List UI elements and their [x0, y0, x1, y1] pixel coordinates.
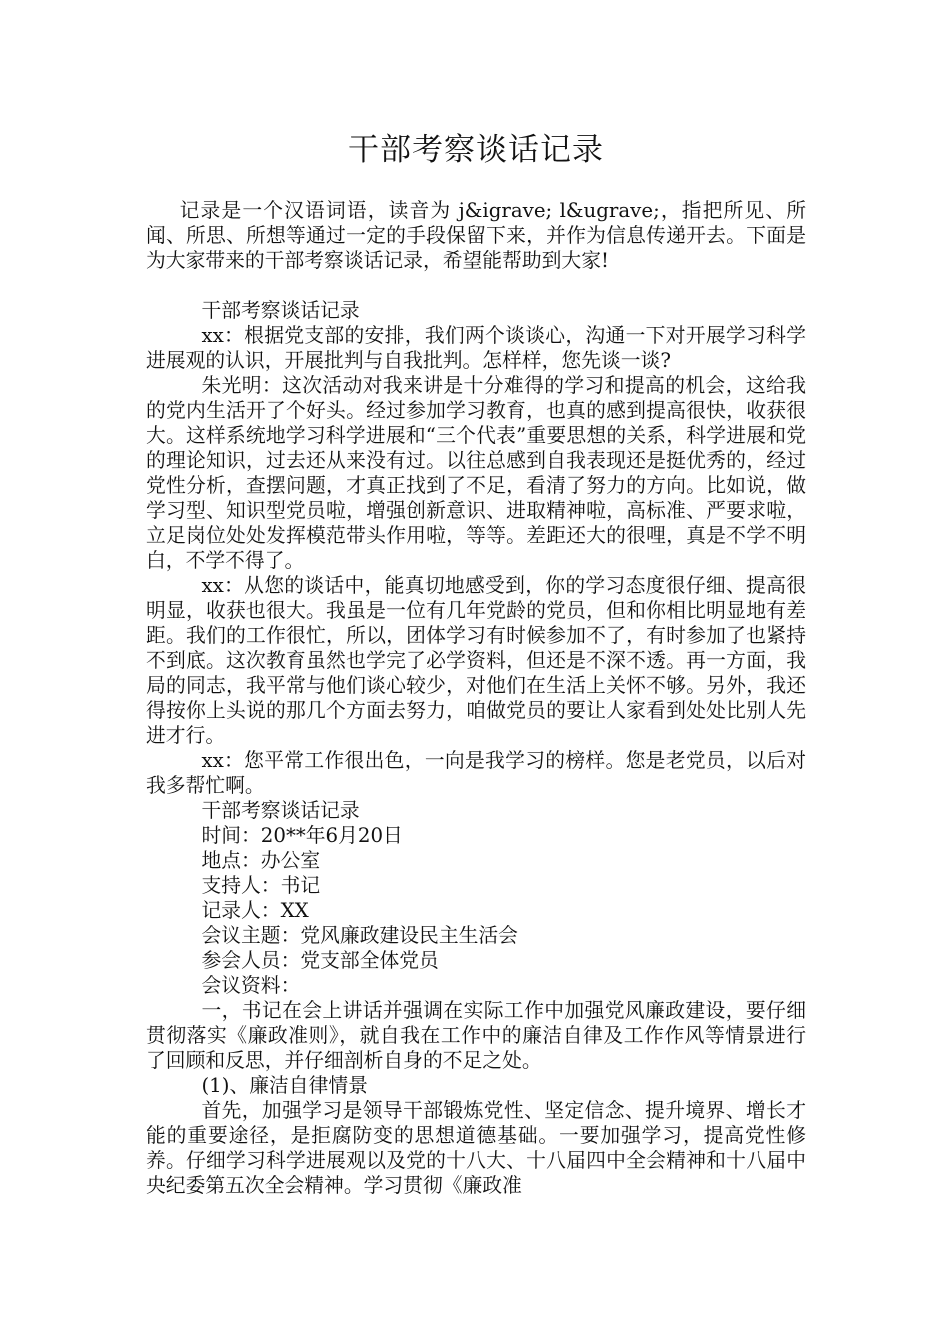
meeting-info-line: 参会人员：党支部全体党员	[201, 949, 439, 972]
body-paragraph: 首先，加强学习是领导干部锻炼党性、坚定信念、提升境界、增长才能的重要途径，是拒腐防变的思想道德基础。一要加强学习，提高党性修养。仔细学习科学进展观以及党的十八大、十八届四中全会精神和十八届中央纪委第五次全会精神。学习贯彻《廉政准	[146, 1099, 806, 1197]
meeting-info-line: 时间：20**年6月20日	[201, 824, 403, 847]
section-heading: 干部考察谈话记录	[201, 799, 360, 822]
body-paragraph: 一，书记在会上讲话并强调在实际工作中加强党风廉政建设，要仔细贯彻落实《廉政准则》，就自我在工作中的廉洁自律及工作作风等情景进行了回顾和反思，并仔细剖析自身的不足之处。	[146, 999, 806, 1072]
meeting-info-line: 支持人：书记	[201, 874, 321, 897]
section-heading: 干部考察谈话记录	[201, 299, 360, 322]
body-paragraph: xx：您平常工作很出色，一向是我学习的榜样。您是老党员，以后对我多帮忙啊。	[146, 749, 806, 797]
meeting-info-line: 记录人：XX	[201, 899, 309, 922]
meeting-info-line: 会议主题：党风廉政建设民主生活会	[201, 924, 518, 947]
intro-paragraph: 记录是一个汉语词语，读音为 j&igrave; l&ugrave;，指把所见、所闻、所思、所想等通过一定的手段保留下来，并作为信息传递开去。下面是为大家带来的干部考察谈话记录，希望能帮助到大家!	[146, 199, 806, 272]
body-paragraph: xx：从您的谈话中，能真切地感受到，你的学习态度很仔细、提高很明显，收获也很大。我虽是一位有几年党龄的党员，但和你相比明显地有差距。我们的工作很忙，所以，团体学习有时候参加不了，有时参加了也紧持不到底。这次教育虽然也学完了必学资料，但还是不深不透。再一方面，我局的同志，我平常与他们谈心较少，对他们在生活上关怀不够。另外，我还得按你上头说的那几个方面去努力，咱做党员的要让人家看到处处比别人先进才行。	[146, 574, 806, 747]
subheading: (1)、廉洁自律情景	[201, 1074, 368, 1097]
body-paragraph: xx：根据党支部的安排，我们两个谈谈心，沟通一下对开展学习科学进展观的认识，开展批判与自我批判。怎样样，您先谈一谈?	[146, 324, 806, 372]
meeting-info-line: 会议资料：	[201, 974, 301, 997]
document-page	[146, 128, 806, 1198]
document-title: 干部考察谈话记录	[348, 132, 604, 168]
meeting-info-line: 地点：办公室	[201, 849, 321, 872]
body-paragraph: 朱光明：这次活动对我来讲是十分难得的学习和提高的机会，这给我的党内生活开了个好头。经过参加学习教育，也真的感到提高很快，收获很大。这样系统地学习科学进展和“三个代表”重要思想的关系，科学进展和党的理论知识，过去还从来没有过。以往总感到自我表现还是挺优秀的，经过党性分析，查摆问题，才真正找到了不足，看清了努力的方向。比如说，做学习型、知识型党员啦，增强创新意识、进取精神啦，高标准、严要求啦，立足岗位处处发挥模范带头作用啦，等等。差距还大的很哩，真是不学不明白，不学不得了。	[146, 374, 806, 572]
